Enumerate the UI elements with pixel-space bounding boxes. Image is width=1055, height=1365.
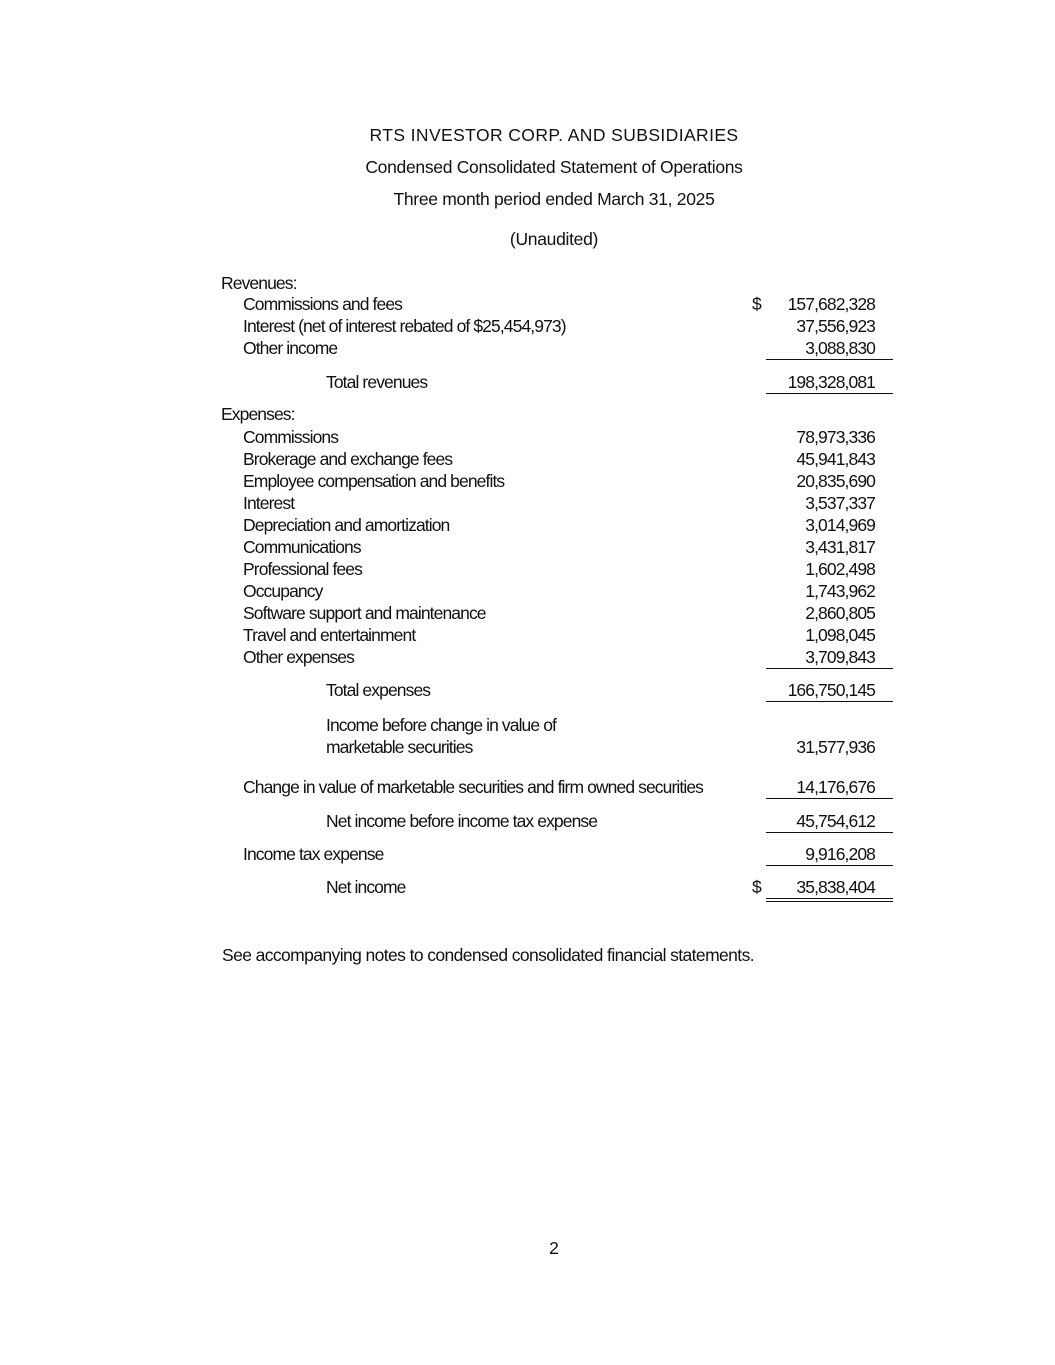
line-item-label: Revenues: <box>221 273 297 293</box>
statement-period: Three month period ended March 31, 2025 <box>393 189 715 209</box>
line-item-row <box>0 536 1055 558</box>
line-item-row <box>0 558 1055 580</box>
line-item-label: Net income before income tax expense <box>326 811 598 831</box>
line-item-label: Change in value of marketable securities and firm owned securities <box>243 777 704 797</box>
line-item-label: Depreciation and amortization <box>243 515 450 535</box>
total-underline <box>766 359 893 360</box>
line-item-amount: 20,835,690 <box>796 471 875 491</box>
line-item-row <box>0 624 1055 646</box>
line-item-amount: 14,176,676 <box>796 777 875 797</box>
line-item-amount: 45,941,843 <box>796 449 875 469</box>
line-item-row <box>0 810 1055 832</box>
line-item-label: Software support and maintenance <box>243 603 486 623</box>
line-item-row <box>0 426 1055 448</box>
line-item-row <box>0 371 1055 393</box>
line-item-row <box>0 843 1055 865</box>
section-header-row <box>0 403 1055 425</box>
line-item-label: marketable securities <box>326 737 473 757</box>
line-item-amount: 35,838,404 <box>796 877 875 897</box>
line-item-amount: 2,860,805 <box>805 603 875 623</box>
line-item-label: Occupancy <box>243 581 323 601</box>
line-item-amount: 1,602,498 <box>805 559 875 579</box>
total-underline <box>766 393 893 394</box>
line-item-amount: 3,431,817 <box>805 537 875 557</box>
line-item-label: Commissions <box>243 427 339 447</box>
line-item-label: Income before change in value of <box>326 715 556 735</box>
line-item-label: Other income <box>243 338 338 358</box>
double-underline <box>766 898 893 902</box>
line-item-label: Professional fees <box>243 559 362 579</box>
line-item-row <box>0 876 1055 898</box>
line-item-label: Employee compensation and benefits <box>243 471 505 491</box>
line-item-row <box>0 602 1055 624</box>
line-item-amount: 78,973,336 <box>796 427 875 447</box>
line-item-row <box>0 337 1055 359</box>
line-item-label: Income tax expense <box>243 844 384 864</box>
line-item-label: Interest (net of interest rebated of $25,454,973) <box>243 316 566 336</box>
line-item-label: Net income <box>326 877 406 897</box>
line-item-row <box>0 448 1055 470</box>
line-item-amount: 198,328,081 <box>787 372 875 392</box>
line-item-amount: 1,743,962 <box>805 581 875 601</box>
line-item-amount: 31,577,936 <box>796 737 875 757</box>
line-item-label: Total expenses <box>326 680 431 700</box>
line-item-row <box>0 470 1055 492</box>
line-item-label: Communications <box>243 537 361 557</box>
line-item-amount: 45,754,612 <box>796 811 875 831</box>
total-underline <box>766 701 893 702</box>
total-underline <box>766 832 893 833</box>
line-item-amount: 3,537,337 <box>805 493 875 513</box>
line-item-amount: 3,014,969 <box>805 515 875 535</box>
total-underline <box>766 668 893 669</box>
footnote: See accompanying notes to condensed consolidated financial statements. <box>222 945 754 965</box>
line-item-amount: 157,682,328 <box>787 294 875 314</box>
line-item-row <box>0 492 1055 514</box>
audit-status: (Unaudited) <box>509 229 599 249</box>
line-item-label: Expenses: <box>221 404 295 424</box>
page-number: 2 <box>549 1238 559 1258</box>
company-name: RTS INVESTOR CORP. AND SUBSIDIARIES <box>369 125 739 145</box>
line-item-label: Commissions and fees <box>243 294 403 314</box>
line-item-label: Brokerage and exchange fees <box>243 449 453 469</box>
line-item-label: Total revenues <box>326 372 428 392</box>
line-item-label: Interest <box>243 493 295 513</box>
statement-title: Condensed Consolidated Statement of Operations <box>365 157 743 177</box>
line-item-row <box>0 293 1055 315</box>
line-item-amount: 1,098,045 <box>805 625 875 645</box>
line-item-amount: 3,709,843 <box>805 647 875 667</box>
line-item-row <box>0 580 1055 602</box>
section-header-row <box>0 714 1055 736</box>
line-item-row <box>0 646 1055 668</box>
line-item-row <box>0 776 1055 798</box>
currency-symbol: $ <box>752 877 761 897</box>
line-item-row <box>0 736 1055 758</box>
line-item-row <box>0 315 1055 337</box>
line-item-amount: 166,750,145 <box>787 680 875 700</box>
line-item-label: Other expenses <box>243 647 354 667</box>
total-underline <box>766 798 893 799</box>
total-underline <box>766 865 893 866</box>
line-item-row <box>0 679 1055 701</box>
currency-symbol: $ <box>752 294 761 314</box>
line-item-row <box>0 514 1055 536</box>
line-item-amount: 9,916,208 <box>805 844 875 864</box>
section-header-row <box>0 272 1055 294</box>
line-item-amount: 3,088,830 <box>805 338 875 358</box>
line-item-amount: 37,556,923 <box>796 316 875 336</box>
line-item-label: Travel and entertainment <box>243 625 416 645</box>
